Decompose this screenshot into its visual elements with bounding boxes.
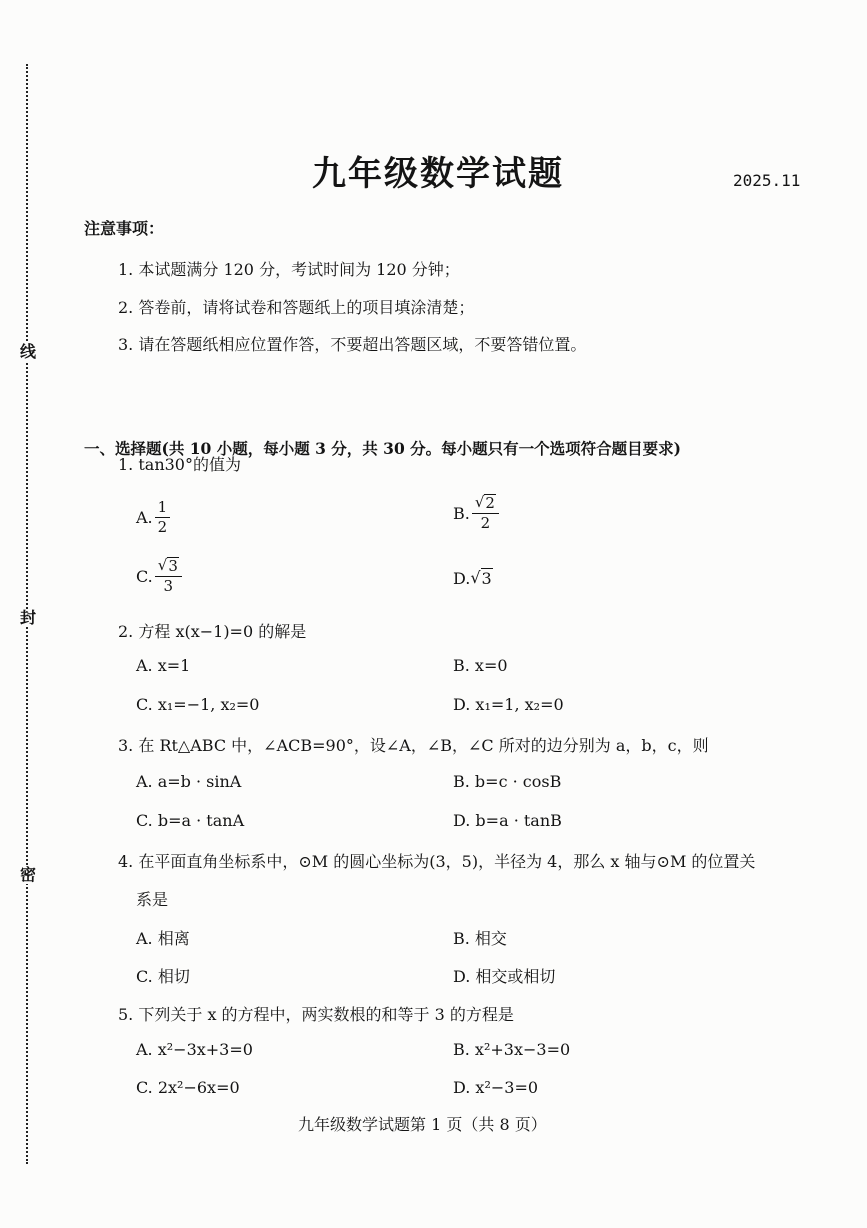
option-label: B.	[453, 503, 470, 523]
sqrt-sign: √	[474, 493, 485, 511]
question-4-option-d[interactable]: D. 相交或相切	[453, 967, 556, 986]
question-3-option-a[interactable]: A. a=b · sinA	[136, 772, 242, 791]
question-1-option-c[interactable]	[136, 557, 182, 596]
question-3-option-c[interactable]: C. b=a · tanA	[136, 811, 245, 830]
radicand: 3	[481, 569, 492, 588]
question-4-option-a[interactable]: A. 相离	[136, 929, 190, 948]
notice-item-1: 1. 本试题满分 120 分，考试时间为 120 分钟；	[118, 260, 460, 279]
question-1-option-d[interactable]	[453, 568, 493, 588]
question-4-stem-continued: 系是	[136, 890, 169, 909]
question-5-option-b[interactable]: B. x²+3x−3=0	[453, 1040, 571, 1059]
radicand: 2	[485, 494, 495, 512]
fraction	[155, 499, 171, 537]
question-1-option-a[interactable]	[136, 499, 170, 537]
question-5-option-d[interactable]: D. x²−3=0	[453, 1078, 539, 1097]
question-2-option-b[interactable]: B. x=0	[453, 656, 508, 675]
question-4-option-b[interactable]: B. 相交	[453, 929, 507, 948]
binding-label-feng: 封	[19, 608, 36, 627]
question-2-option-a[interactable]: A. x=1	[136, 656, 191, 675]
question-3-option-b[interactable]: B. b=c · cosB	[453, 772, 562, 791]
question-1-option-b[interactable]	[453, 494, 499, 533]
question-1-stem: 1. tan30°的值为	[118, 455, 241, 474]
page-footer: 九年级数学试题第 1 页（共 8 页）	[298, 1115, 547, 1134]
sqrt-sign: √	[157, 556, 168, 574]
binding-label-xian: 线	[19, 342, 36, 361]
question-3-stem: 3. 在 Rt△ABC 中，∠ACB=90°，设∠A，∠B，∠C 所对的边分别为 a，b，c，则	[118, 736, 709, 755]
question-2-stem: 2. 方程 x(x−1)=0 的解是	[118, 622, 307, 641]
sqrt-sign: √	[470, 568, 481, 587]
question-5-option-c[interactable]: C. 2x²−6x=0	[136, 1078, 240, 1097]
fraction	[155, 557, 182, 596]
question-4-option-c[interactable]: C. 相切	[136, 967, 190, 986]
exam-title: 九年级数学试题	[312, 154, 564, 194]
fraction	[472, 494, 499, 533]
numerator	[472, 494, 499, 514]
denominator: 2	[157, 518, 168, 537]
question-2-option-d[interactable]: D. x₁=1, x₂=0	[453, 695, 564, 714]
numerator	[155, 557, 182, 577]
question-5-stem: 5. 下列关于 x 的方程中，两实数根的和等于 3 的方程是	[118, 1005, 514, 1024]
exam-date: 2025.11	[733, 171, 801, 190]
question-3-option-d[interactable]: D. b=a · tanB	[453, 811, 562, 830]
denominator: 3	[163, 577, 174, 596]
section-heading: 一、选择题(共 10 小题，每小题 3 分，共 30 分。每小题只有一个选项符合题目要求)	[84, 439, 681, 458]
numerator: 1	[155, 499, 171, 518]
option-label: C.	[136, 566, 153, 586]
question-2-option-c[interactable]: C. x₁=−1, x₂=0	[136, 695, 260, 714]
option-label: D.	[453, 568, 471, 588]
sqrt-expression	[470, 568, 492, 588]
notice-item-3: 3. 请在答题纸相应位置作答，不要超出答题区域，不要答错位置。	[118, 335, 587, 354]
denominator: 2	[480, 514, 491, 533]
notice-title: 注意事项：	[84, 219, 165, 238]
question-4-stem: 4. 在平面直角坐标系中，⊙M 的圆心坐标为(3，5)，半径为 4，那么 x 轴与⊙M 的位置关	[118, 852, 756, 871]
notice-item-2: 2. 答卷前，请将试卷和答题纸上的项目填涂清楚；	[118, 298, 475, 317]
binding-label-mi: 密	[19, 865, 36, 884]
question-5-option-a[interactable]: A. x²−3x+3=0	[136, 1040, 253, 1059]
option-label: A.	[136, 508, 153, 528]
radicand: 3	[168, 557, 178, 575]
